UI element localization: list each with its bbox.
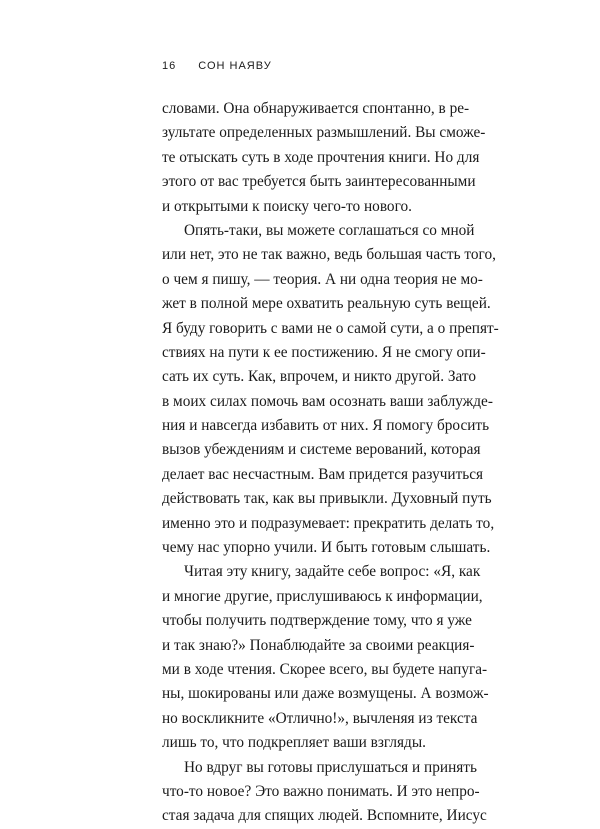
paragraph	[162, 756, 487, 829]
text-line: и открытыми к поиску чего-то нового.	[162, 197, 412, 215]
running-head	[162, 60, 272, 72]
text-line: действовать так, как вы привыкли. Духовный путь	[162, 490, 492, 508]
text-line: жет в полной мере охватить реальную суть вещей.	[162, 295, 491, 313]
text-line: о чем я пишу, — теория. А ни одна теория не мо-	[162, 270, 483, 288]
text-line: делает вас несчастным. Вам придется разучиться	[162, 465, 484, 483]
text-line: или нет, это не так важно, ведь большая часть того,	[162, 246, 496, 264]
text-line: именно это и подразумевает: прекратить делать то,	[162, 514, 495, 532]
text-line: зультате определенных размышлений. Вы сможе-	[162, 124, 486, 142]
text-line: Опять-таки, вы можете соглашаться со мной	[184, 221, 475, 239]
text-line: что-то новое? Это важно понимать. И это непро-	[162, 782, 480, 800]
text-line: но воскликните «Отлично!», вычленяя из текста	[162, 709, 478, 727]
text-line: вызов убеждениям и системе верований, которая	[162, 441, 481, 459]
page-number: 16	[162, 60, 177, 72]
text-line: Но вдруг вы готовы прислушаться и принять	[184, 758, 477, 776]
text-line: в моих силах помочь вам осознать ваши заблужде-	[162, 392, 493, 410]
text-line: ми в ходе чтения. Скорее всего, вы будете напуга-	[162, 660, 488, 678]
text-line: те отыскать суть в ходе прочтения книги. Но для	[162, 148, 480, 166]
text-line: ны, шокированы или даже возмущены. А возмож-	[162, 685, 489, 703]
text-line: ствиях на пути к ее постижению. Я не смогу опи-	[162, 343, 486, 361]
text-line: сать их суть. Как, впрочем, и никто другой. Зато	[162, 368, 477, 386]
text-line: стая задача для спящих людей. Вспомните, Иисус	[162, 807, 487, 825]
text-line: и многие другие, прислушиваюсь к информации,	[162, 587, 483, 605]
text-line: этого от вас требуется быть заинтересованными	[162, 173, 476, 191]
text-line: чему нас упорно учили. И быть готовым слышать.	[162, 539, 491, 557]
running-head-title: СОН НАЯВУ	[198, 60, 272, 72]
paragraph	[162, 97, 486, 219]
text-line: словами. Она обнаруживается спонтанно, в ре-	[162, 100, 470, 117]
body-text	[162, 97, 499, 829]
paragraph	[162, 219, 499, 560]
text-line: ния и навсегда избавить от них. Я помогу бросить	[162, 417, 490, 435]
text-line: Я буду говорить с вами не о самой сути, а о препят-	[162, 319, 499, 337]
text-line: чтобы получить подтверждение тому, что я уже	[162, 612, 472, 630]
text-line: лишь то, что подкрепляет ваши взгляды.	[162, 734, 426, 752]
text-line: Читая эту книгу, задайте себе вопрос: «Я, как	[184, 563, 481, 581]
paragraph	[162, 560, 489, 755]
text-line: и так знаю?» Понаблюдайте за своими реакция-	[162, 636, 475, 654]
